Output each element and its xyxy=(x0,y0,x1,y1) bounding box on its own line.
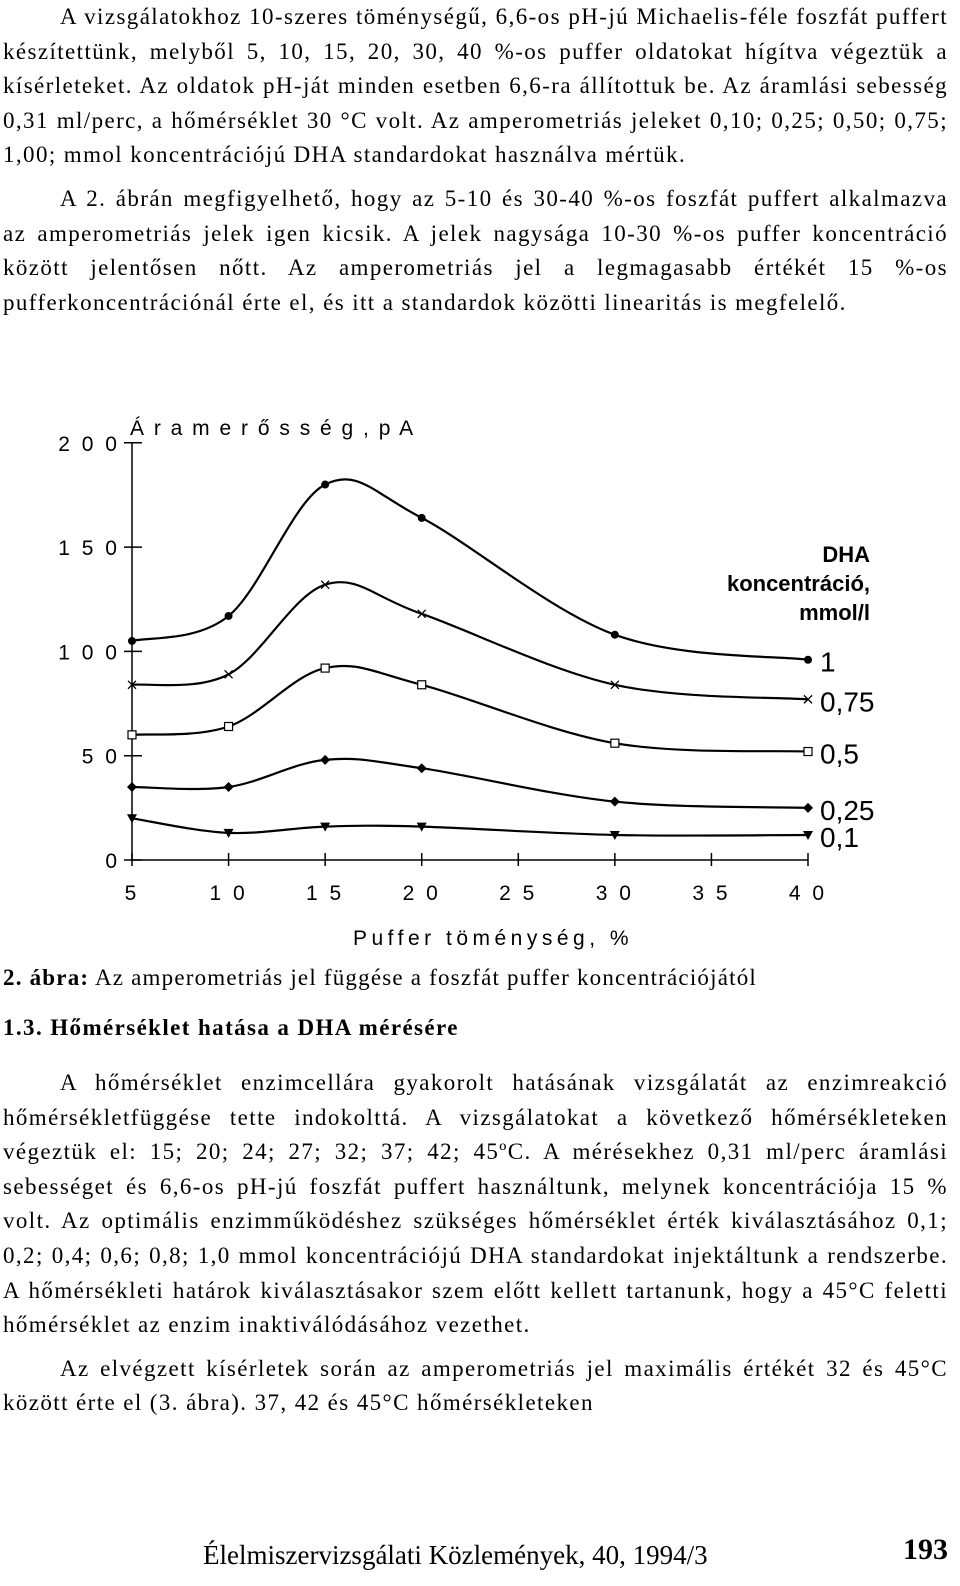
x-tick-label-40: 4 0 xyxy=(788,882,828,905)
series-label-0: 1 xyxy=(820,646,836,678)
series-2-point-5 xyxy=(804,748,812,756)
y-tick-label-200: 2 0 0 xyxy=(58,432,120,456)
legend-title-line-2: mmol/l xyxy=(799,600,870,625)
series-2-point-4 xyxy=(611,739,619,747)
section-heading: 1.3. Hőmérséklet hatása a DHA mérésére xyxy=(3,1015,459,1040)
series-line-1 xyxy=(132,582,808,699)
series-0-point-4 xyxy=(611,631,619,639)
paragraph-3: A hőmérséklet enzimcellára gyakorolt hatásának vizsgálatát az enzimreakció hőmérsékletfüggése tette indokolttá. A vizsgálatokat a következő hőmérsékleteken végeztük el: 15; 20; 24; 27; 32; 37; 42; 45ºC. A mérésekhez 0,31 ml/perc áramlási sebességet és 6,6-os pH-jú foszfát puffert használtunk, melynek koncentrációja 15 % volt. Az optimális enzimműködéshez szükséges hőmérséklet érték kiválasztásához 0,1; 0,2; 0,4; 0,6; 0,8; 1,0 mmol koncentrációjú DHA standardokat injektáltunk a rendszerbe. A hőmérsékleti határok kiválasztásakor szem előtt kellett tartanunk, hogy a 45°C feletti hőmérséklet az enzim inaktiválódásához vezethet. xyxy=(3,1070,948,1338)
series-line-3 xyxy=(132,759,808,808)
legend-title-line-0: DHA xyxy=(822,542,870,567)
series-0-point-5 xyxy=(804,656,812,664)
series-0-point-0 xyxy=(128,637,136,645)
figure-caption-text: Az amperometriás jel függése a foszfát puffer koncentrációjától xyxy=(94,965,758,990)
series-3-point-2 xyxy=(320,755,330,765)
y-tick-label-150: 1 5 0 xyxy=(58,537,120,561)
x-tick-label-25: 2 5 xyxy=(499,882,538,905)
x-tick-label-30: 3 0 xyxy=(595,882,634,905)
series-1-point-1 xyxy=(225,670,233,678)
journal-footer: Élelmiszervizsgálati Közlemények, 40, 1994/3 xyxy=(203,1540,708,1570)
y-axis-label: Á r a m e r ő s s é g , p A xyxy=(130,416,416,440)
paragraph-1: A vizsgálatokhoz 10-szeres töménységű, 6,6-os pH-jú Michaelis-féle foszfát puffert készítettünk, melyből 5, 10, 15, 20, 30, 40 %-os puffer oldatokat hígítva végeztük a kísérleteket. Az oldatok pH-ját minden esetben 6,6-ra állítottuk be. Az áramlási sebesség 0,31 ml/perc, a hőmérséklet 30 °C volt. Az amperometriás jeleket 0,10; 0,25; 0,50; 0,75; 1,00; mmol koncentrációjú DHA standardokat használva mértük. xyxy=(3,4,948,168)
series-2-point-1 xyxy=(225,722,233,730)
series-2-point-2 xyxy=(321,664,329,672)
x-tick-label-15: 1 5 xyxy=(306,882,345,905)
series-2-point-3 xyxy=(418,681,426,689)
series-line-4 xyxy=(132,818,808,835)
series-label-2: 0,5 xyxy=(820,738,859,770)
x-tick-label-5: 5 xyxy=(124,882,140,905)
paragraph-4: Az elvégzett kísérletek során az amperometriás jel maximális értékét 32 és 45°C között érte el (3. ábra). 37, 42 és 45°C hőmérsékleteken xyxy=(3,1355,948,1416)
x-tick-label-20: 2 0 xyxy=(402,882,441,905)
y-tick-label-50: 5 0 xyxy=(81,745,120,769)
series-3-point-0 xyxy=(127,782,137,792)
y-tick-label-0: 0 xyxy=(105,850,120,873)
series-0-point-1 xyxy=(225,612,233,620)
text-block-2 xyxy=(3,1066,948,1421)
x-tick-label-10: 1 0 xyxy=(209,882,248,905)
series-2-point-0 xyxy=(128,731,136,739)
series-3-point-1 xyxy=(224,782,234,792)
series-3-point-3 xyxy=(417,763,427,773)
series-3-point-5 xyxy=(803,803,813,813)
series-label-1: 0,75 xyxy=(820,686,875,718)
figure-caption xyxy=(3,965,757,991)
series-0-point-2 xyxy=(321,481,329,489)
series-3-point-4 xyxy=(610,797,620,807)
x-axis-label: Puffer töménység, % xyxy=(353,927,634,950)
figure-caption-label: 2. ábra: xyxy=(3,965,90,990)
x-tick-label-35: 3 5 xyxy=(692,882,731,905)
legend-title-line-1: koncentráció, xyxy=(726,571,870,596)
series-line-2 xyxy=(132,666,808,752)
series-label-4: 0,1 xyxy=(820,821,859,853)
series-0-point-3 xyxy=(418,514,426,522)
y-tick-label-100: 1 0 0 xyxy=(58,641,120,665)
series-label-3: 0,25 xyxy=(820,794,875,826)
paragraph-2: A 2. ábrán megfigyelhető, hogy az 5-10 és 30-40 %-os foszfát puffert alkalmazva az amperometriás jelek igen kicsik. A jelek nagysága 10-30 %-os puffer koncentráció között jelentősen nőtt. Az amperometriás jel a legmagasabb értékét 15 %-os pufferkoncentrációnál érte el, és itt a standardok közötti linearitás is megfelelő. xyxy=(3,185,948,315)
page-number: 193 xyxy=(903,1533,948,1566)
